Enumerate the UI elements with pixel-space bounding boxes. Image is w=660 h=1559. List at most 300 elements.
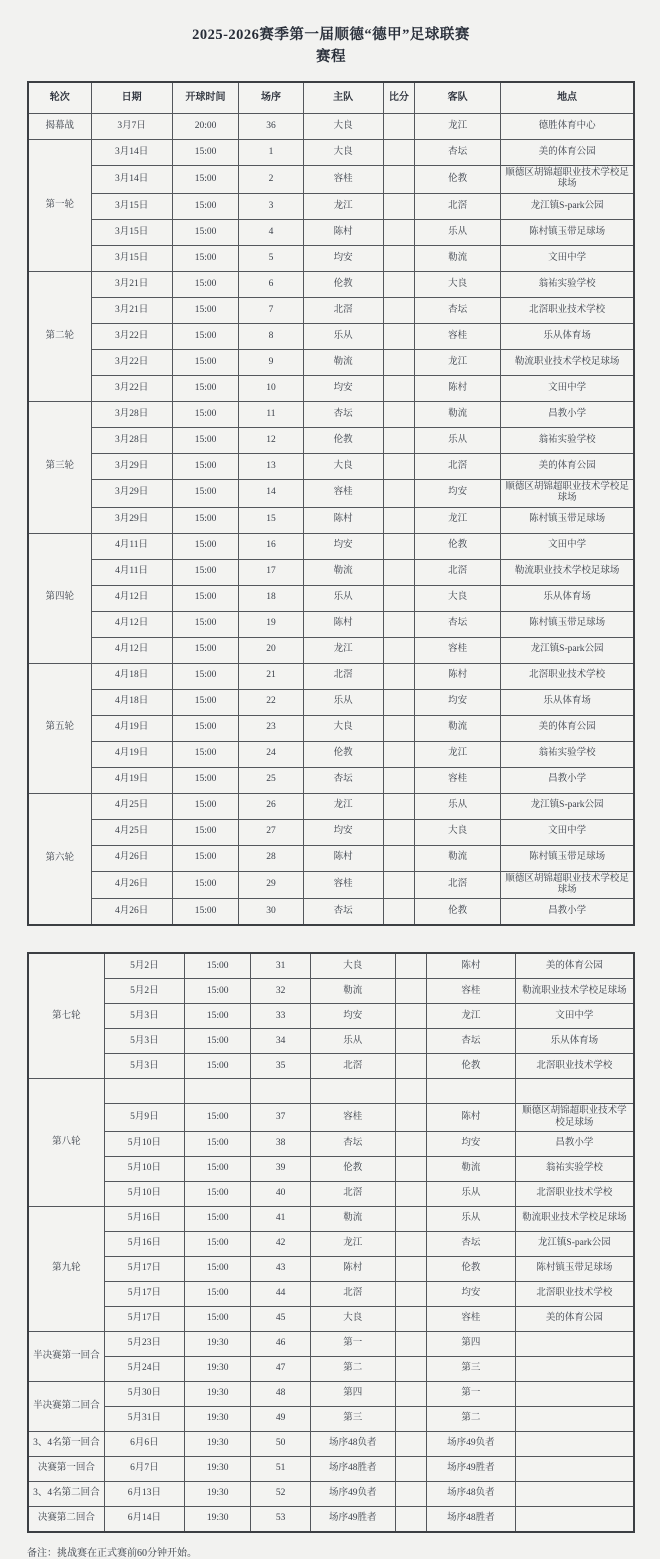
home-team-cell: 均安 [310,1004,395,1029]
venue-cell: 德胜体育中心 [501,113,634,139]
away-team-cell: 容桂 [415,637,501,663]
round-label: 决赛第一回合 [28,1457,104,1482]
match-row [28,1282,634,1307]
score-cell [383,663,415,689]
away-team-cell: 容桂 [415,767,501,793]
venue-cell: 文田中学 [515,1004,634,1029]
score-cell [395,1332,427,1357]
away-team-cell: 容桂 [427,1307,515,1332]
score-cell [383,193,415,219]
away-team-cell: 陈村 [427,1104,515,1132]
away-team-cell: 龙江 [415,741,501,767]
kickoff-time-cell: 15:00 [172,401,239,427]
match-row [28,689,634,715]
home-team-cell: 北滘 [303,663,383,689]
match-row [28,427,634,453]
kickoff-time-cell: 15:00 [184,1307,251,1332]
match-no-cell: 41 [251,1207,310,1232]
home-team-cell: 均安 [303,819,383,845]
kickoff-time-cell: 15:00 [172,297,239,323]
column-header: 地点 [501,82,634,114]
match-no-cell: 27 [239,819,303,845]
kickoff-time-cell: 15:00 [172,507,239,533]
away-team-cell: 场序48胜者 [427,1507,515,1533]
venue-cell: 陈村镇玉带足球场 [501,219,634,245]
match-no-cell: 40 [251,1182,310,1207]
away-team-cell: 均安 [415,479,501,507]
away-team-cell: 伦教 [427,1257,515,1282]
date-cell: 3月22日 [91,323,172,349]
venue-cell: 龙江镇S-park公园 [501,637,634,663]
score-cell [383,689,415,715]
venue-cell [515,1507,634,1533]
kickoff-time-cell: 15:00 [184,1029,251,1054]
venue-cell [515,1457,634,1482]
venue-cell: 翁祐实验学校 [501,271,634,297]
score-cell [383,767,415,793]
home-team-cell: 大良 [303,453,383,479]
match-row [28,271,634,297]
score-cell [395,1382,427,1407]
match-no-cell: 20 [239,637,303,663]
kickoff-time-cell: 15:00 [172,767,239,793]
match-row [28,899,634,926]
date-cell: 6月6日 [104,1432,184,1457]
score-cell [395,1507,427,1533]
home-team-cell: 杏坛 [303,401,383,427]
kickoff-time-cell: 15:00 [172,715,239,741]
score-cell [395,1079,427,1104]
date-cell: 4月11日 [91,559,172,585]
kickoff-time-cell: 15:00 [184,1132,251,1157]
away-team-cell: 均安 [427,1282,515,1307]
match-no-cell: 39 [251,1157,310,1182]
date-cell: 3月14日 [91,139,172,165]
match-no-cell: 5 [239,245,303,271]
date-cell: 5月17日 [104,1282,184,1307]
score-cell [383,741,415,767]
match-row [28,819,634,845]
match-no-cell: 31 [251,953,310,979]
venue-cell [515,1079,634,1104]
match-no-cell: 15 [239,507,303,533]
home-team-cell: 北滘 [310,1182,395,1207]
score-cell [383,611,415,637]
match-row [28,245,634,271]
match-row [28,793,634,819]
away-team-cell: 第二 [427,1407,515,1432]
match-row [28,1482,634,1507]
match-row [28,1457,634,1482]
away-team-cell: 龙江 [415,113,501,139]
score-cell [383,219,415,245]
match-row [28,1079,634,1104]
kickoff-time-cell: 15:00 [172,323,239,349]
match-row [28,139,634,165]
header-row [28,82,634,114]
date-cell: 6月13日 [104,1482,184,1507]
match-no-cell: 24 [239,741,303,767]
date-cell: 4月26日 [91,871,172,899]
score-cell [383,401,415,427]
match-row [28,453,634,479]
match-no-cell: 32 [251,979,310,1004]
match-no-cell: 22 [239,689,303,715]
away-team-cell: 杏坛 [415,139,501,165]
date-cell [104,1079,184,1104]
home-team-cell [310,1079,395,1104]
score-cell [395,1132,427,1157]
venue-cell [515,1432,634,1457]
match-no-cell: 19 [239,611,303,637]
home-team-cell: 龙江 [303,793,383,819]
home-team-cell: 场序49胜者 [310,1507,395,1533]
home-team-cell: 勒流 [303,349,383,375]
away-team-cell: 陈村 [427,953,515,979]
date-cell: 4月19日 [91,715,172,741]
venue-cell: 北滘职业技术学校 [515,1182,634,1207]
venue-cell: 北滘职业技术学校 [515,1054,634,1079]
match-row [28,1207,634,1232]
away-team-cell: 场序49负者 [427,1432,515,1457]
kickoff-time-cell: 15:00 [184,1182,251,1207]
match-no-cell: 23 [239,715,303,741]
home-team-cell: 北滘 [303,297,383,323]
score-cell [395,1357,427,1382]
match-no-cell: 51 [251,1457,310,1482]
away-team-cell: 龙江 [427,1004,515,1029]
away-team-cell: 伦教 [427,1054,515,1079]
match-row [28,871,634,899]
away-team-cell: 乐从 [415,793,501,819]
venue-cell: 顺德区胡锦超职业技术学校足球场 [501,479,634,507]
match-row [28,715,634,741]
round-label: 第八轮 [28,1079,104,1207]
home-team-cell: 大良 [303,715,383,741]
date-cell: 5月17日 [104,1257,184,1282]
home-team-cell: 大良 [310,953,395,979]
round-label: 第三轮 [28,401,91,533]
match-no-cell: 17 [239,559,303,585]
kickoff-time-cell: 19:30 [184,1457,251,1482]
away-team-cell: 勒流 [415,401,501,427]
match-row [28,663,634,689]
home-team-cell: 大良 [303,139,383,165]
date-cell: 6月7日 [104,1457,184,1482]
match-row [28,845,634,871]
match-no-cell: 37 [251,1104,310,1132]
match-no-cell: 30 [239,899,303,926]
venue-cell [515,1332,634,1357]
kickoff-time-cell: 15:00 [184,1054,251,1079]
away-team-cell: 北滘 [415,193,501,219]
home-team-cell: 容桂 [303,479,383,507]
match-no-cell: 49 [251,1407,310,1432]
kickoff-time-cell: 15:00 [172,533,239,559]
date-cell: 3月14日 [91,165,172,193]
date-cell: 5月16日 [104,1232,184,1257]
match-row [28,323,634,349]
kickoff-time-cell: 15:00 [184,953,251,979]
home-team-cell: 乐从 [303,323,383,349]
away-team-cell: 杏坛 [427,1029,515,1054]
venue-cell: 昌教小学 [515,1132,634,1157]
kickoff-time-cell: 19:30 [184,1407,251,1432]
date-cell: 3月15日 [91,245,172,271]
title-line-2: 赛程 [316,49,346,66]
kickoff-time-cell: 15:00 [184,1257,251,1282]
home-team-cell: 容桂 [303,165,383,193]
away-team-cell: 龙江 [415,349,501,375]
match-no-cell: 18 [239,585,303,611]
match-no-cell: 53 [251,1507,310,1533]
kickoff-time-cell: 15:00 [172,375,239,401]
venue-cell: 勒流职业技术学校足球场 [515,1207,634,1232]
home-team-cell: 场序48胜者 [310,1457,395,1482]
match-no-cell: 8 [239,323,303,349]
column-header: 主队 [303,82,383,114]
venue-cell: 陈村镇玉带足球场 [501,507,634,533]
kickoff-time-cell: 15:00 [184,1232,251,1257]
away-team-cell: 杏坛 [415,611,501,637]
score-cell [383,559,415,585]
home-team-cell: 勒流 [310,979,395,1004]
away-team-cell: 场序48负者 [427,1482,515,1507]
away-team-cell: 大良 [415,819,501,845]
column-header: 比分 [383,82,415,114]
home-team-cell: 龙江 [303,193,383,219]
venue-cell: 文田中学 [501,819,634,845]
venue-cell: 翁祐实验学校 [515,1157,634,1182]
match-row [28,1132,634,1157]
venue-cell [515,1357,634,1382]
venue-cell: 翁祐实验学校 [501,427,634,453]
venue-cell: 美的体育公园 [501,453,634,479]
match-row [28,585,634,611]
date-cell: 4月18日 [91,663,172,689]
match-row [28,1382,634,1407]
match-no-cell: 1 [239,139,303,165]
match-row [28,1029,634,1054]
date-cell: 5月3日 [104,1054,184,1079]
kickoff-time-cell: 19:30 [184,1332,251,1357]
date-cell: 4月19日 [91,741,172,767]
venue-cell: 翁祐实验学校 [501,741,634,767]
venue-cell: 美的体育公园 [501,715,634,741]
match-row [28,401,634,427]
venue-cell: 陈村镇玉带足球场 [501,845,634,871]
date-cell: 4月25日 [91,793,172,819]
venue-cell: 勒流职业技术学校足球场 [501,349,634,375]
match-row [28,193,634,219]
round-label: 半决赛第一回合 [28,1332,104,1382]
date-cell: 3月29日 [91,453,172,479]
home-team-cell: 伦教 [310,1157,395,1182]
away-team-cell: 第一 [427,1382,515,1407]
home-team-cell: 杏坛 [303,899,383,926]
match-no-cell: 25 [239,767,303,793]
away-team-cell: 均安 [427,1132,515,1157]
kickoff-time-cell: 15:00 [184,1282,251,1307]
match-row [28,507,634,533]
home-team-cell: 容桂 [310,1104,395,1132]
venue-cell: 文田中学 [501,245,634,271]
home-team-cell: 龙江 [310,1232,395,1257]
round-label: 第五轮 [28,663,91,793]
home-team-cell: 第三 [310,1407,395,1432]
score-cell [383,715,415,741]
venue-cell: 北滘职业技术学校 [501,297,634,323]
kickoff-time-cell: 15:00 [184,979,251,1004]
score-cell [383,507,415,533]
match-no-cell: 43 [251,1257,310,1282]
match-no-cell: 9 [239,349,303,375]
score-cell [383,271,415,297]
score-cell [383,165,415,193]
venue-cell: 昌教小学 [501,767,634,793]
score-cell [395,979,427,1004]
kickoff-time-cell: 19:30 [184,1507,251,1533]
kickoff-time-cell: 15:00 [172,663,239,689]
away-team-cell: 勒流 [415,245,501,271]
date-cell: 5月2日 [104,979,184,1004]
match-no-cell: 4 [239,219,303,245]
match-row [28,979,634,1004]
away-team-cell: 陈村 [415,663,501,689]
venue-cell: 美的体育公园 [515,953,634,979]
kickoff-time-cell: 15:00 [172,741,239,767]
score-cell [395,1004,427,1029]
away-team-cell: 北滘 [415,871,501,899]
score-cell [395,1029,427,1054]
date-cell: 5月24日 [104,1357,184,1382]
away-team-cell: 杏坛 [415,297,501,323]
column-header: 开球时间 [172,82,239,114]
home-team-cell: 均安 [303,245,383,271]
home-team-cell: 均安 [303,533,383,559]
match-no-cell: 46 [251,1332,310,1357]
match-no-cell: 52 [251,1482,310,1507]
match-row [28,1104,634,1132]
kickoff-time-cell: 15:00 [184,1104,251,1132]
away-team-cell: 勒流 [427,1157,515,1182]
away-team-cell: 伦教 [415,899,501,926]
away-team-cell: 第四 [427,1332,515,1357]
date-cell: 4月11日 [91,533,172,559]
home-team-cell: 杏坛 [310,1132,395,1157]
date-cell: 4月12日 [91,637,172,663]
score-cell [383,845,415,871]
away-team-cell: 杏坛 [427,1232,515,1257]
kickoff-time-cell: 19:30 [184,1357,251,1382]
score-cell [383,819,415,845]
home-team-cell: 勒流 [303,559,383,585]
page-title [27,24,635,69]
match-no-cell: 14 [239,479,303,507]
home-team-cell: 均安 [303,375,383,401]
date-cell: 3月15日 [91,193,172,219]
kickoff-time-cell: 15:00 [172,845,239,871]
date-cell: 3月21日 [91,297,172,323]
venue-cell: 文田中学 [501,533,634,559]
kickoff-time-cell: 15:00 [172,349,239,375]
match-no-cell: 38 [251,1132,310,1157]
home-team-cell: 勒流 [310,1207,395,1232]
kickoff-time-cell: 15:00 [172,689,239,715]
home-team-cell: 陈村 [310,1257,395,1282]
score-cell [383,297,415,323]
venue-cell: 乐从体育场 [501,689,634,715]
kickoff-time-cell: 15:00 [172,427,239,453]
match-row [28,349,634,375]
date-cell: 5月10日 [104,1157,184,1182]
date-cell: 5月10日 [104,1132,184,1157]
match-row [28,741,634,767]
date-cell: 4月26日 [91,899,172,926]
home-team-cell: 场序49负者 [310,1482,395,1507]
date-cell: 4月18日 [91,689,172,715]
date-cell: 4月12日 [91,585,172,611]
match-row [28,165,634,193]
score-cell [395,1307,427,1332]
schedule-table-rounds-7-finals [27,952,635,1533]
date-cell: 3月28日 [91,401,172,427]
venue-cell [515,1482,634,1507]
table-gap [27,926,635,952]
venue-cell: 顺德区胡锦超职业技术学校足球场 [501,165,634,193]
venue-cell: 龙江镇S-park公园 [515,1232,634,1257]
round-label: 决赛第二回合 [28,1507,104,1533]
kickoff-time-cell: 15:00 [172,793,239,819]
venue-cell: 顺德区胡锦超职业技术学校足球场 [501,871,634,899]
home-team-cell: 大良 [303,113,383,139]
venue-cell: 北滘职业技术学校 [501,663,634,689]
venue-cell: 龙江镇S-park公园 [501,793,634,819]
round-label: 半决赛第二回合 [28,1382,104,1432]
score-cell [383,637,415,663]
score-cell [395,1207,427,1232]
away-team-cell: 伦教 [415,165,501,193]
away-team-cell: 勒流 [415,715,501,741]
match-row [28,375,634,401]
score-cell [395,1457,427,1482]
kickoff-time-cell: 15:00 [184,1157,251,1182]
match-row [28,1507,634,1533]
score-cell [383,245,415,271]
date-cell: 5月16日 [104,1207,184,1232]
venue-cell: 乐从体育场 [501,585,634,611]
kickoff-time-cell: 19:30 [184,1482,251,1507]
round-label: 第四轮 [28,533,91,663]
kickoff-time-cell: 15:00 [172,453,239,479]
home-team-cell: 北滘 [310,1054,395,1079]
round-label: 揭幕战 [28,113,91,139]
match-row [28,1407,634,1432]
score-cell [395,1482,427,1507]
match-row [28,767,634,793]
match-no-cell: 44 [251,1282,310,1307]
match-row [28,1157,634,1182]
kickoff-time-cell: 15:00 [172,165,239,193]
score-cell [383,427,415,453]
away-team-cell: 容桂 [415,323,501,349]
score-cell [395,1432,427,1457]
score-cell [395,1232,427,1257]
venue-cell: 陈村镇玉带足球场 [501,611,634,637]
away-team-cell: 乐从 [415,219,501,245]
match-no-cell: 11 [239,401,303,427]
kickoff-time-cell: 20:00 [172,113,239,139]
